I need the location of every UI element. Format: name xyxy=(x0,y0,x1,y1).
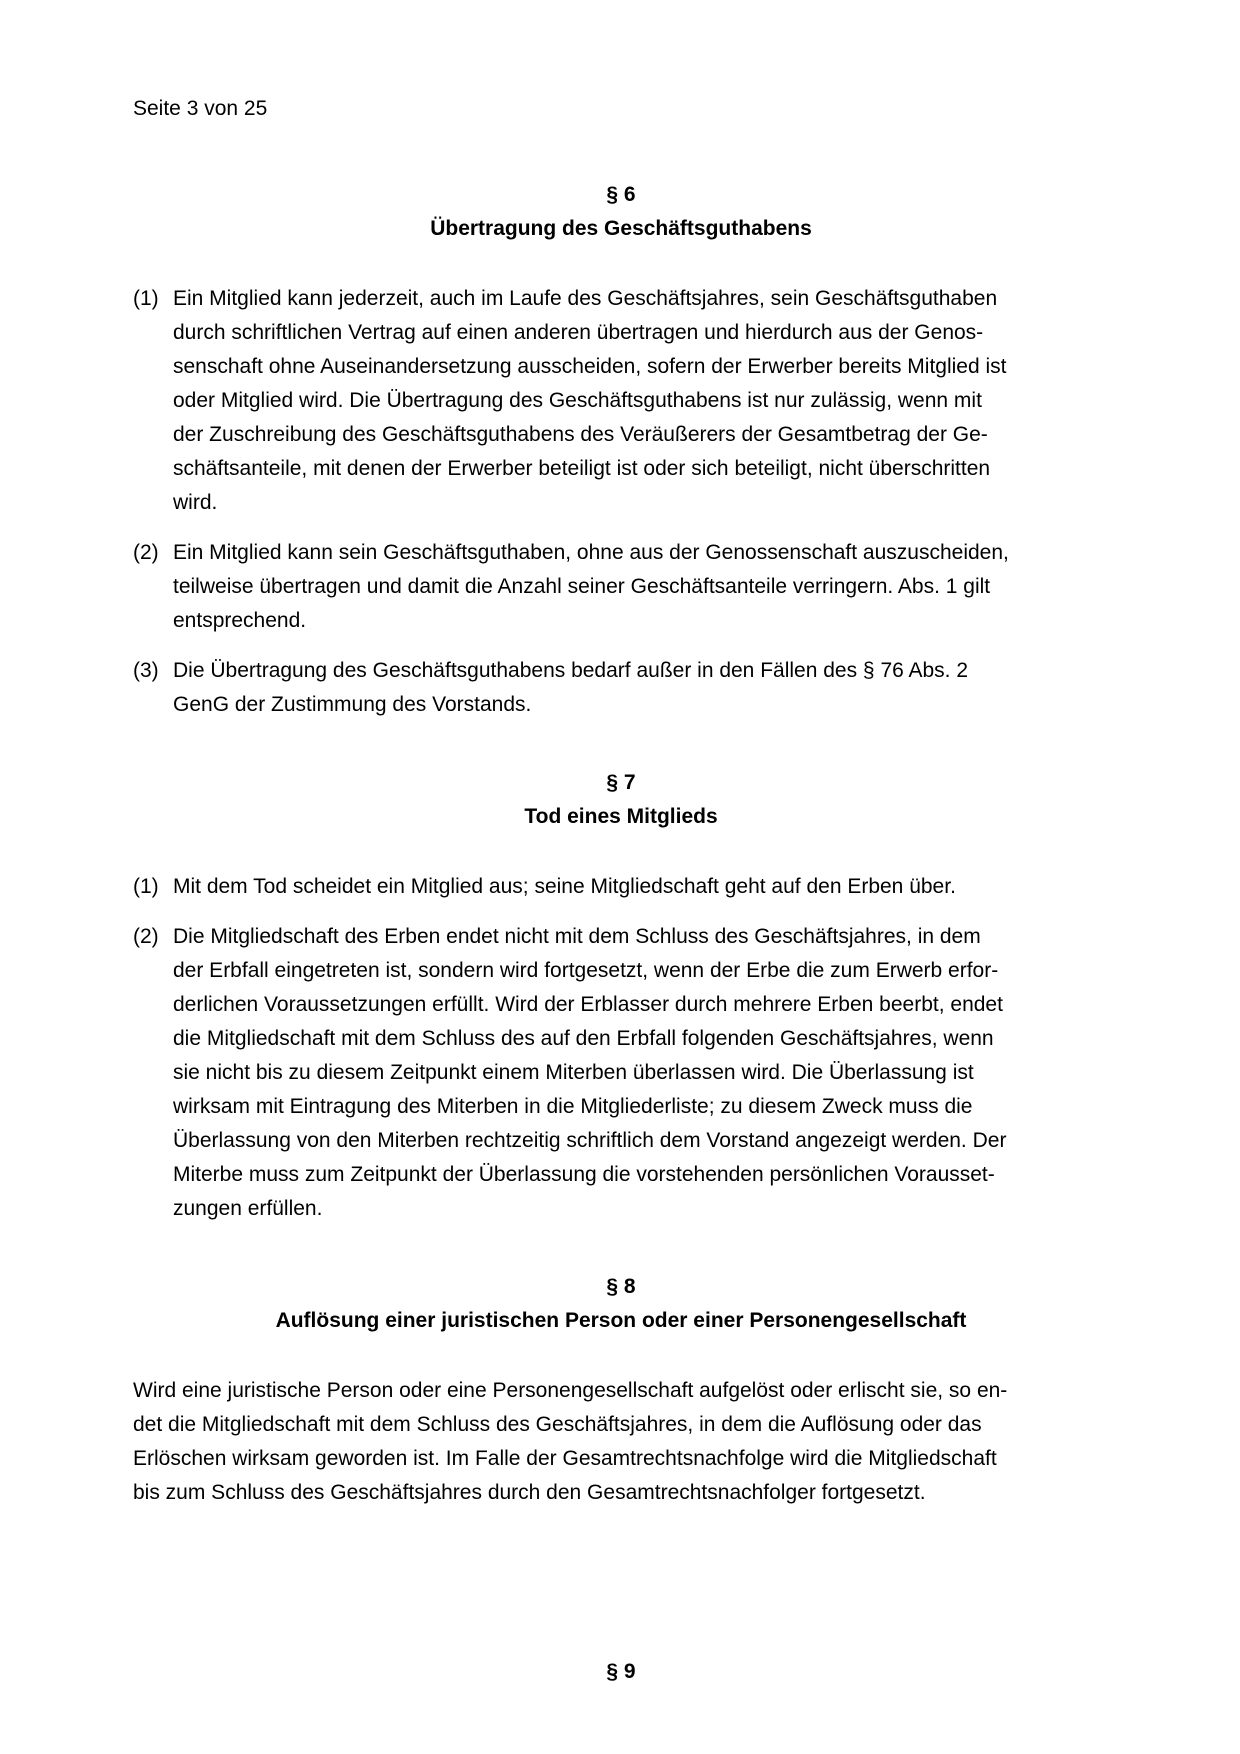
text-line: die Mitgliedschaft mit dem Schluss des auf den Erbfall folgenden Geschäftsjahres, wenn xyxy=(173,1027,994,1050)
section xyxy=(133,1270,1109,1510)
text-line: Mit dem Tod scheidet ein Mitglied aus; seine Mitgliedschaft geht auf den Erben über. xyxy=(173,875,956,898)
document-body xyxy=(133,178,1109,1689)
text-line: det die Mitgliedschaft mit dem Schluss des Geschäftsjahres, in dem die Auflösung oder das xyxy=(133,1413,982,1436)
text-line: entsprechend. xyxy=(173,609,307,632)
section-heading-group xyxy=(133,1270,1109,1338)
section-heading-group xyxy=(133,178,1109,246)
text-line: schäftsanteile, mit denen der Erwerber beteiligt ist oder sich beteiligt, nicht überschritten xyxy=(173,457,991,480)
section-number: § 7 xyxy=(606,771,636,794)
paragraph-text xyxy=(173,654,1109,722)
text-line: sie nicht bis zu diesem Zeitpunkt einem Miterben überlassen wird. Die Überlassung ist xyxy=(173,1061,974,1084)
section-heading-group xyxy=(133,1655,1109,1689)
paragraph-marker: (2) xyxy=(133,925,159,948)
text-line: zungen erfüllen. xyxy=(173,1197,323,1220)
paragraph xyxy=(133,536,1109,638)
text-line: Die Übertragung des Geschäftsguthabens bedarf außer in den Fällen des § 76 Abs. 2 xyxy=(173,659,969,682)
paragraph xyxy=(133,654,1109,722)
section-number: § 9 xyxy=(606,1660,636,1683)
section-number: § 8 xyxy=(606,1275,636,1298)
section xyxy=(133,1655,1109,1689)
paragraph xyxy=(133,920,1109,1226)
text-line: Ein Mitglied kann jederzeit, auch im Laufe des Geschäftsjahres, sein Geschäftsguthaben xyxy=(173,287,998,310)
text-line: oder Mitglied wird. Die Übertragung des Geschäftsguthabens ist nur zulässig, wenn mit xyxy=(173,389,982,412)
text-line: senschaft ohne Auseinandersetzung ausscheiden, sofern der Erwerber bereits Mitglied ist xyxy=(173,355,1007,378)
paragraph-marker: (2) xyxy=(133,541,159,564)
page-number-header: Seite 3 von 25 xyxy=(133,97,268,120)
text-line: GenG der Zustimmung des Vorstands. xyxy=(173,693,532,716)
paragraph-marker: (1) xyxy=(133,287,159,310)
text-line: Erlöschen wirksam geworden ist. Im Falle der Gesamtrechtsnachfolge wird die Mitgliedschaft xyxy=(133,1447,997,1470)
section xyxy=(133,766,1109,1226)
text-line: Wird eine juristische Person oder eine Personengesellschaft aufgelöst oder erlischt sie, so en- xyxy=(133,1379,1008,1402)
paragraph xyxy=(133,870,1109,904)
paragraph xyxy=(133,282,1109,520)
text-line: Miterbe muss zum Zeitpunkt der Überlassung die vorstehenden persönlichen Vorausset- xyxy=(173,1163,995,1186)
section-number: § 6 xyxy=(606,183,636,206)
paragraph-text xyxy=(173,920,1109,1226)
section-title: Übertragung des Geschäftsguthabens xyxy=(430,217,812,240)
text-line: wird. xyxy=(173,491,218,514)
text-line: durch schriftlichen Vertrag auf einen anderen übertragen und hierdurch aus der Genos- xyxy=(173,321,984,344)
text-line: wirksam mit Eintragung des Miterben in die Mitgliederliste; zu diesem Zweck muss die xyxy=(173,1095,973,1118)
section-title: Auflösung einer juristischen Person oder einer Personengesellschaft xyxy=(275,1309,967,1332)
paragraph-marker: (1) xyxy=(133,875,159,898)
paragraph-text xyxy=(173,536,1109,638)
paragraph xyxy=(133,1374,1109,1510)
text-line: teilweise übertragen und damit die Anzahl seiner Geschäftsanteile verringern. Abs. 1 gilt xyxy=(173,575,991,598)
paragraph-text xyxy=(133,1374,1109,1510)
paragraph-marker: (3) xyxy=(133,659,159,682)
section-title: Tod eines Mitglieds xyxy=(524,805,718,828)
text-line: der Zuschreibung des Geschäftsguthabens des Veräußerers der Gesamtbetrag der Ge- xyxy=(173,423,988,446)
text-line: Überlassung von den Miterben rechtzeitig schriftlich dem Vorstand angezeigt werden. Der xyxy=(173,1129,1007,1152)
text-line: bis zum Schluss des Geschäftsjahres durch den Gesamtrechtsnachfolger fortgesetzt. xyxy=(133,1481,926,1504)
paragraph-text xyxy=(173,282,1109,520)
section-heading-group xyxy=(133,766,1109,834)
text-line: Die Mitgliedschaft des Erben endet nicht mit dem Schluss des Geschäftsjahres, in dem xyxy=(173,925,981,948)
text-line: derlichen Voraussetzungen erfüllt. Wird der Erblasser durch mehrere Erben beerbt, endet xyxy=(173,993,1003,1016)
paragraph-text xyxy=(173,870,1109,904)
text-line: Ein Mitglied kann sein Geschäftsguthaben, ohne aus der Genossenschaft auszuscheiden, xyxy=(173,541,1009,564)
text-line: der Erbfall eingetreten ist, sondern wird fortgesetzt, wenn der Erbe die zum Erwerb erfor- xyxy=(173,959,999,982)
section xyxy=(133,178,1109,722)
